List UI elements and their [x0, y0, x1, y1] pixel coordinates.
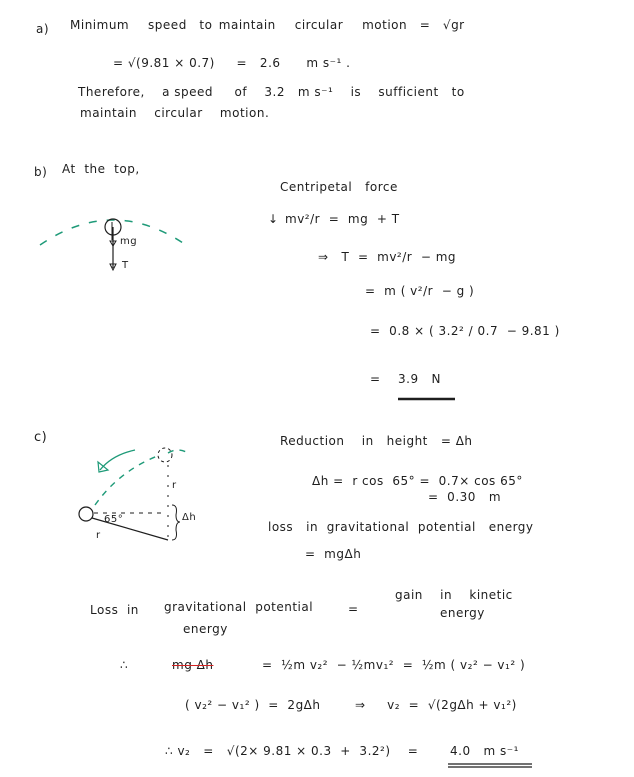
part-b-eq4: = 0.8 × ( 3.2² / 0.7 − 9.81 ): [370, 324, 560, 338]
top-of-circle-diagram: [40, 219, 186, 270]
part-a-line3: Therefore, a speed of 3.2 m s⁻¹ is sufficient to: [78, 85, 465, 99]
gain-label-2: energy: [440, 606, 485, 620]
part-b-answer: 3.9 N: [398, 372, 442, 386]
ball-position-1: [79, 507, 93, 521]
part-c-heading: Reduction in height = Δh: [280, 434, 473, 448]
down-arrow-icon: ↓: [268, 212, 279, 226]
part-b-label: b): [34, 165, 48, 179]
label-r-string: r: [96, 530, 101, 541]
final-answer: 4.0 m s⁻¹: [450, 744, 519, 758]
swing-direction-arrow: [100, 450, 135, 470]
part-a-line4: maintain circular motion.: [80, 106, 270, 120]
label-tension: T: [122, 260, 129, 271]
loss-in-label: Loss in: [90, 603, 139, 617]
label-mg: mg: [120, 236, 138, 247]
gpe-label-2: energy: [183, 622, 228, 636]
label-delta-h: Δh: [182, 512, 197, 523]
swing-path: [95, 450, 188, 505]
part-a-line2: = √(9.81 × 0.7) = 2.6 m s⁻¹ .: [113, 56, 351, 70]
pendulum-diagram: [79, 448, 188, 540]
part-b-eq2: ⇒ T = mv²/r − mg: [318, 250, 457, 264]
part-b-eq1: mv²/r = mg + T: [285, 212, 400, 226]
part-c-eq1: Δh = r cos 65° = 0.7× cos 65°: [312, 474, 523, 488]
energy-equation: = ½m v₂² − ½mv₁² = ½m ( v₂² − v₁² ): [262, 658, 526, 672]
label-r-vertical: r: [172, 480, 177, 491]
part-c-label: c): [34, 430, 48, 445]
equals-sign: =: [348, 602, 359, 616]
part-b-eq3: = m ( v²/r − g ): [365, 284, 475, 298]
part-b-eq5-prefix: =: [370, 372, 381, 386]
part-c-loss-line: loss in gravitational potential energy: [268, 520, 534, 534]
v2-expression: ⇒ v₂ = √(2gΔh + v₁²): [355, 698, 517, 712]
velocity-difference-eq: ( v₂² − v₁² ) = 2gΔh: [185, 698, 321, 712]
gpe-label: gravitational potential: [164, 600, 314, 614]
part-a-line1: Minimum speed to maintain circular motion = √gr: [70, 18, 465, 32]
part-b-intro: At the top,: [62, 162, 140, 176]
label-angle: 65°: [104, 514, 124, 525]
part-c-loss-eq: = mgΔh: [305, 547, 362, 561]
part-c-eq2: = 0.30 m: [428, 490, 502, 504]
final-calculation: ∴ v₂ = √(2× 9.81 × 0.3 + 3.2²) =: [165, 744, 419, 758]
height-brace: [172, 505, 180, 540]
mg-delta-h: mg Δh: [172, 658, 214, 672]
ball-position-2: [158, 448, 172, 462]
part-a-label: a): [36, 22, 50, 36]
gain-label: gain in kinetic: [395, 588, 513, 602]
part-b-heading: Centripetal force: [280, 180, 398, 194]
therefore-symbol: ∴: [120, 658, 129, 672]
